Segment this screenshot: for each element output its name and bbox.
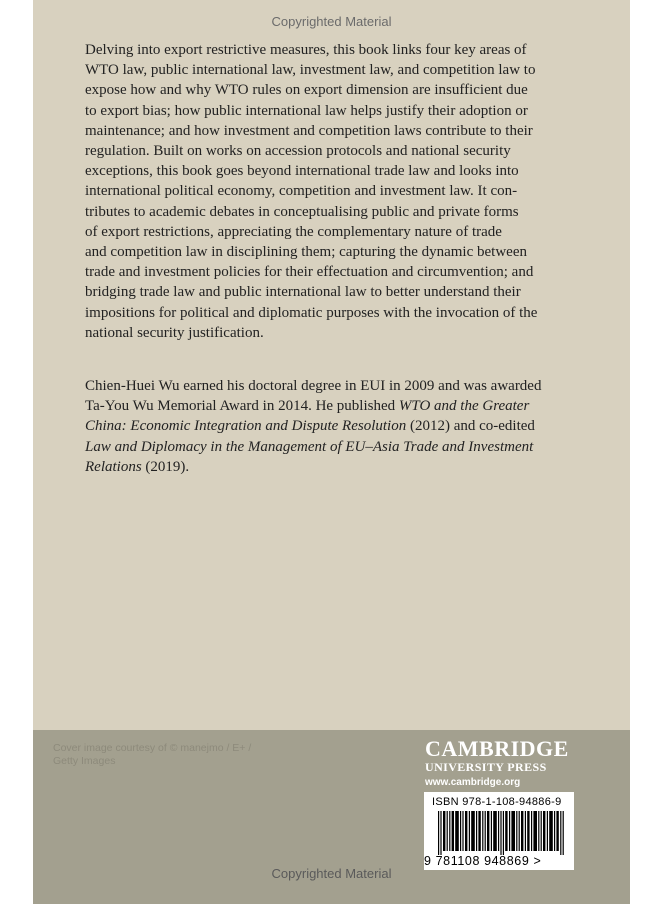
publisher-url: www.cambridge.org xyxy=(425,777,521,788)
description-line: regulation. Built on works on accession protocols and national security xyxy=(85,143,511,160)
book-title-wto: WTO and the Greater xyxy=(398,398,530,415)
description-line: WTO law, public international law, investment law, and competition law to xyxy=(85,62,536,79)
bio-line xyxy=(85,457,600,477)
bio-line xyxy=(85,437,600,457)
book-title-wto-cont: China: Economic Integration and Dispute Resolution xyxy=(85,418,407,435)
credit-line: Getty Images xyxy=(53,755,116,767)
copyright-watermark-bottom: Copyrighted Material xyxy=(271,866,392,881)
book-title-law-diplomacy: Law and Diplomacy in the Management of EU–Asia Trade and Investment xyxy=(85,438,534,455)
bio-line xyxy=(85,416,600,436)
bio-text: Ta-You Wu Memorial Award in 2014. He published xyxy=(85,398,399,415)
bio-text: (2019). xyxy=(141,458,190,475)
publisher-logo xyxy=(425,738,580,790)
isbn-label: ISBN 978-1-108-94886-9 xyxy=(432,796,562,808)
back-cover xyxy=(33,0,630,904)
description-line: and competition law in disciplining them; capturing the dynamic between xyxy=(85,244,527,261)
author-bio xyxy=(85,376,600,477)
description-line: expose how and why WTO rules on export dimension are insufficient due xyxy=(85,82,528,99)
description-line: international political economy, competition and investment law. It con- xyxy=(85,183,518,200)
description-line: to export bias; how public international law helps justify their adoption or xyxy=(85,102,528,119)
description-line: trade and investment policies for their effectuation and circumvention; and xyxy=(85,264,534,281)
description-line: of export restrictions, appreciating the complementary nature of trade xyxy=(85,223,502,240)
description-line: Delving into export restrictive measures, this book links four key areas of xyxy=(85,42,527,58)
description-line: national security justification. xyxy=(85,324,264,341)
book-description xyxy=(85,40,600,343)
publisher-subtitle: UNIVERSITY PRESS xyxy=(425,760,547,774)
copyright-watermark-top: Copyrighted Material xyxy=(271,14,392,29)
credit-line: Cover image courtesy of © manejmo / E+ / xyxy=(53,742,252,754)
book-title-law-diplomacy-cont: Relations xyxy=(85,458,142,475)
description-line: exceptions, this book goes beyond international trade law and looks into xyxy=(85,163,519,180)
description-line: impositions for political and diplomatic purposes with the invocation of the xyxy=(85,304,538,321)
description-line: bridging trade law and public international law to better understand their xyxy=(85,284,521,301)
description-line: maintenance; and how investment and competition laws contribute to their xyxy=(85,122,533,139)
publisher-name: CAMBRIDGE xyxy=(425,736,569,761)
bio-line: Chien-Huei Wu earned his doctoral degree in EUI in 2009 and was awarded xyxy=(85,378,542,394)
barcode-panel xyxy=(424,792,574,870)
image-credit xyxy=(53,742,313,768)
description-line: tributes to academic debates in conceptualising public and private forms xyxy=(85,203,519,220)
bio-line xyxy=(85,396,600,416)
barcode-icon xyxy=(438,811,566,855)
barcode-digits: 9 781108 948869 > xyxy=(424,854,542,868)
bio-text: (2012) and co-edited xyxy=(406,418,535,435)
